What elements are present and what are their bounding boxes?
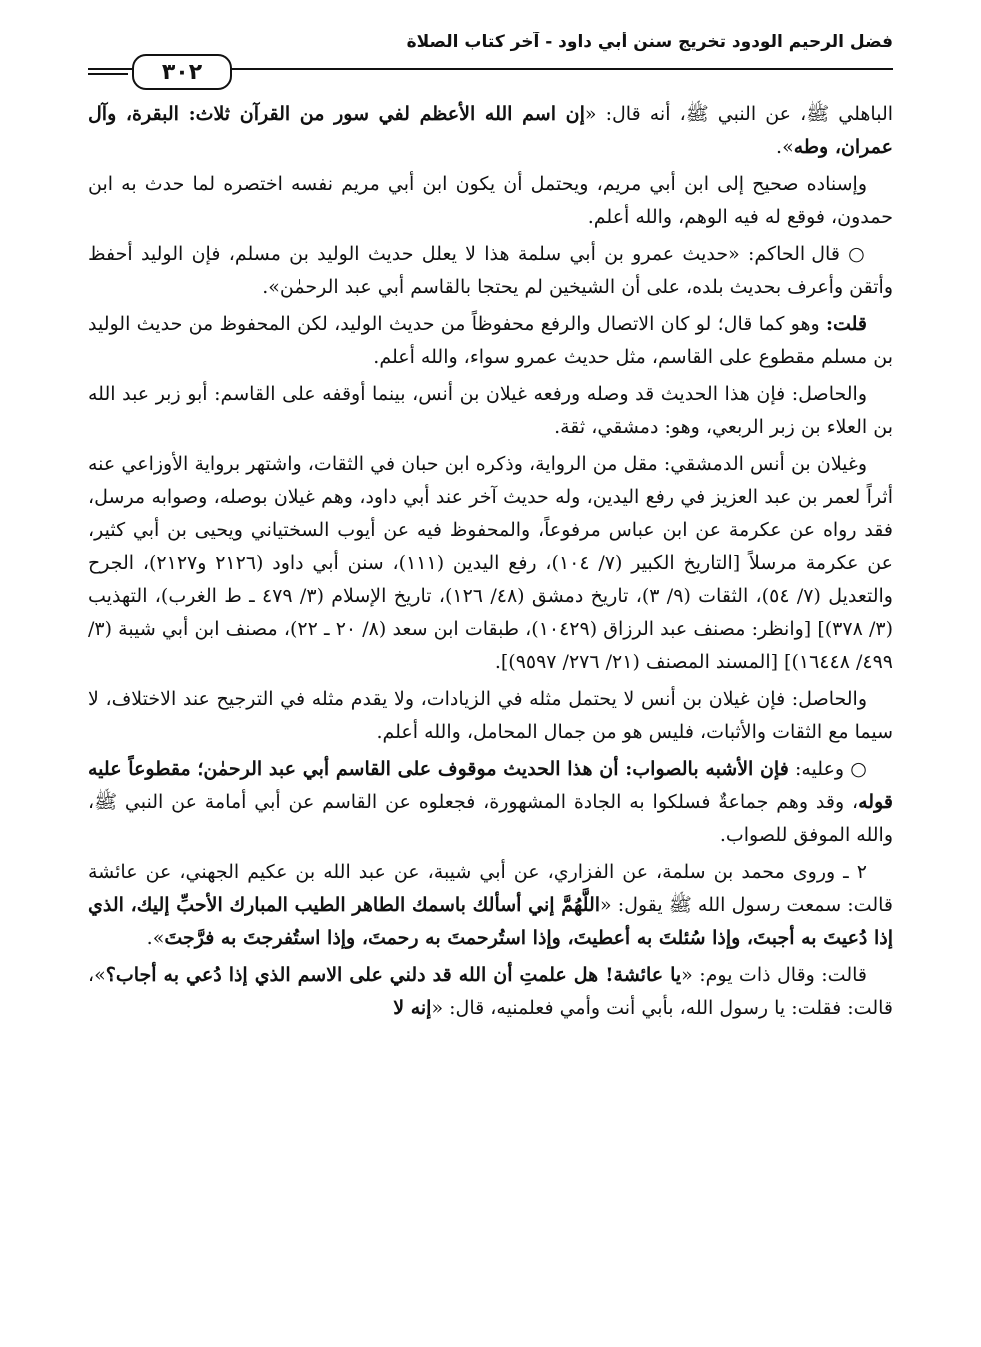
bold-text: فإن الأشبه بالصواب: أن هذا الحديث موقوف على القاسم أبي عبد الرحمٰن؛ مقطوعاً عليه قوله: [88, 758, 893, 813]
text-run: قال الحاكم: «حديث عمرو بن أبي سلمة هذا لا يعلل حديث الوليد بن مسلم، فإن الوليد أحفظ وأتقن وأعرف بحديث بلده، على أن الشيخين لم يحتجا بالقاسم أبي عبد الرحمٰن».: [88, 243, 893, 298]
text-run: »، قالت: فقلت: يا رسول الله، بأبي أنت وأمي فعلمنيه، قال: «: [88, 964, 893, 1019]
header-title: فضل الرحيم الودود تخريج سنن أبي داود - آخر كتاب الصلاة: [406, 32, 893, 52]
page-number: ٣٠٢: [132, 54, 232, 90]
text-run: ٢ ـ وروى محمد بن سلمة، عن الفزاري، عن أبي شيبة، عن عبد الله بن عكيم الجهني، عن عائشة قالت: سمعت رسول الله ﷺ يقول: «: [88, 861, 893, 916]
bold-text: إنه لا: [393, 997, 432, 1019]
paragraph-p7: [88, 683, 893, 749]
text-run: ○: [839, 243, 867, 265]
text-run: وإسناده صحيح إلى ابن أبي مريم، ويحتمل أن يكون ابن أبي مريم نفسه اختصره لما حدث به ابن حمدون، فوقع له فيه الوهم، والله أعلم.: [88, 173, 893, 228]
paragraph-p2: [88, 168, 893, 234]
text-run: والحاصل: فإن غيلان بن أنس لا يحتمل مثله في الزيادات، ولا يقدم مثله في الترجيح عند الاختلاف، لا سيما مع الثقات والأثبات، فليس هو من جمال المحامل، والله أعلم.: [88, 688, 893, 743]
paragraph-p5: [88, 378, 893, 444]
paragraph-p3: [88, 238, 893, 304]
ornament-line: [88, 73, 128, 75]
text-run: والحاصل: فإن هذا الحديث قد وصله ورفعه غيلان بن أنس، بينما أوقفه على القاسم: أبو زبر عبد الله بن العلاء بن زبر الربعي، وهو: دمشقي، ثقة.: [88, 383, 893, 438]
paragraph-p10: [88, 959, 893, 1025]
text-run: ، وقد وهم جماعةٌ فسلكوا به الجادة المشهورة، فجعلوه عن القاسم عن أبي أمامة عن النبي ﷺ، والله الموفق للصواب.: [88, 791, 893, 846]
text-run: ».: [776, 136, 794, 158]
paragraph-p4: [88, 308, 893, 374]
paragraph-p1: [88, 98, 893, 164]
paragraph-p6: [88, 448, 893, 679]
text-run: وغيلان بن أنس الدمشقي: مقل من الرواية، وذكره ابن حبان في الثقات، واشتهر برواية الأوزاعي عنه أثراً لعمر بن عبد العزيز في رفع اليدين، وله حديث آخر عند أبي داود، وهم غيلان بوصله، وصوابه مرسل، فقد رواه عن عكرمة عن ابن عباس مرفوعاً، والمحفوظ فيه عن أيوب السختياني ويحيى بن أبي كثير، عن عكرمة مرسلاً [التاريخ الكبير (٧/ ١٠٤)، رفع اليدين (١١١)، سنن أبي داود (٢١٢٦ و٢١٢٧)، الجرح والتعديل (٧/ ٥٤)، الثقات (٩/ ٣)، تاريخ دمشق (٤٨/ ١٢٦)، تاريخ الإسلام (٣/ ٤٧٩ ـ ط الغرب)، التهذيب (٣/ ٣٧٨)] [وانظر: مصنف عبد الرزاق (١٠٤٢٩)، طبقات ابن سعد (٨/ ٢٠ ـ ٢٢)، مصنف ابن أبي شيبة (٣/ ٤٩٩/ ١٦٤٤٨)] [المسند المصنف (٢١/ ٢٧٦/ ٩٥٩٧)].: [88, 453, 893, 673]
paragraph-p8: [88, 753, 893, 852]
bold-text: قلت:: [825, 313, 867, 335]
ornament-line: [88, 68, 128, 70]
text-run: الباهلي ﷺ، عن النبي ﷺ، أنه قال: «: [584, 103, 894, 125]
page-body: [88, 98, 893, 1307]
text-run: قالت: وقال ذات يوم: «: [681, 964, 867, 986]
page-number-ornament: [88, 54, 268, 88]
bold-text: يا عائشة! هل علمتِ أن الله قد دلني على الاسم الذي إذا دُعي به أجاب؟: [105, 964, 682, 986]
text-run: وهو كما قال؛ لو كان الاتصال والرفع محفوظاً من حديث الوليد، لكن المحفوظ من حديث الوليد بن مسلم مقطوع على القاسم، مثل حديث عمرو سواء، والله أعلم.: [88, 313, 893, 368]
paragraph-p9: [88, 856, 893, 955]
text-run: ».: [146, 927, 165, 949]
bold-text: إن اسم الله الأعظم لفي سور من القرآن ثلاث: البقرة، وآل عمران، وطه: [88, 103, 893, 158]
bold-text: اللَّهُمَّ إني أسألك باسمك الطاهر الطيب المبارك الأحبِّ إليك، الذي إذا دُعيتَ به أجبتَ، وإذا سُئلتَ به أعطيتَ، وإذا استُرحمتَ به رحمتَ، وإذا استُفرجتَ به فرَّجتَ: [88, 894, 893, 949]
text-run: ○ وعليه:: [788, 758, 867, 780]
